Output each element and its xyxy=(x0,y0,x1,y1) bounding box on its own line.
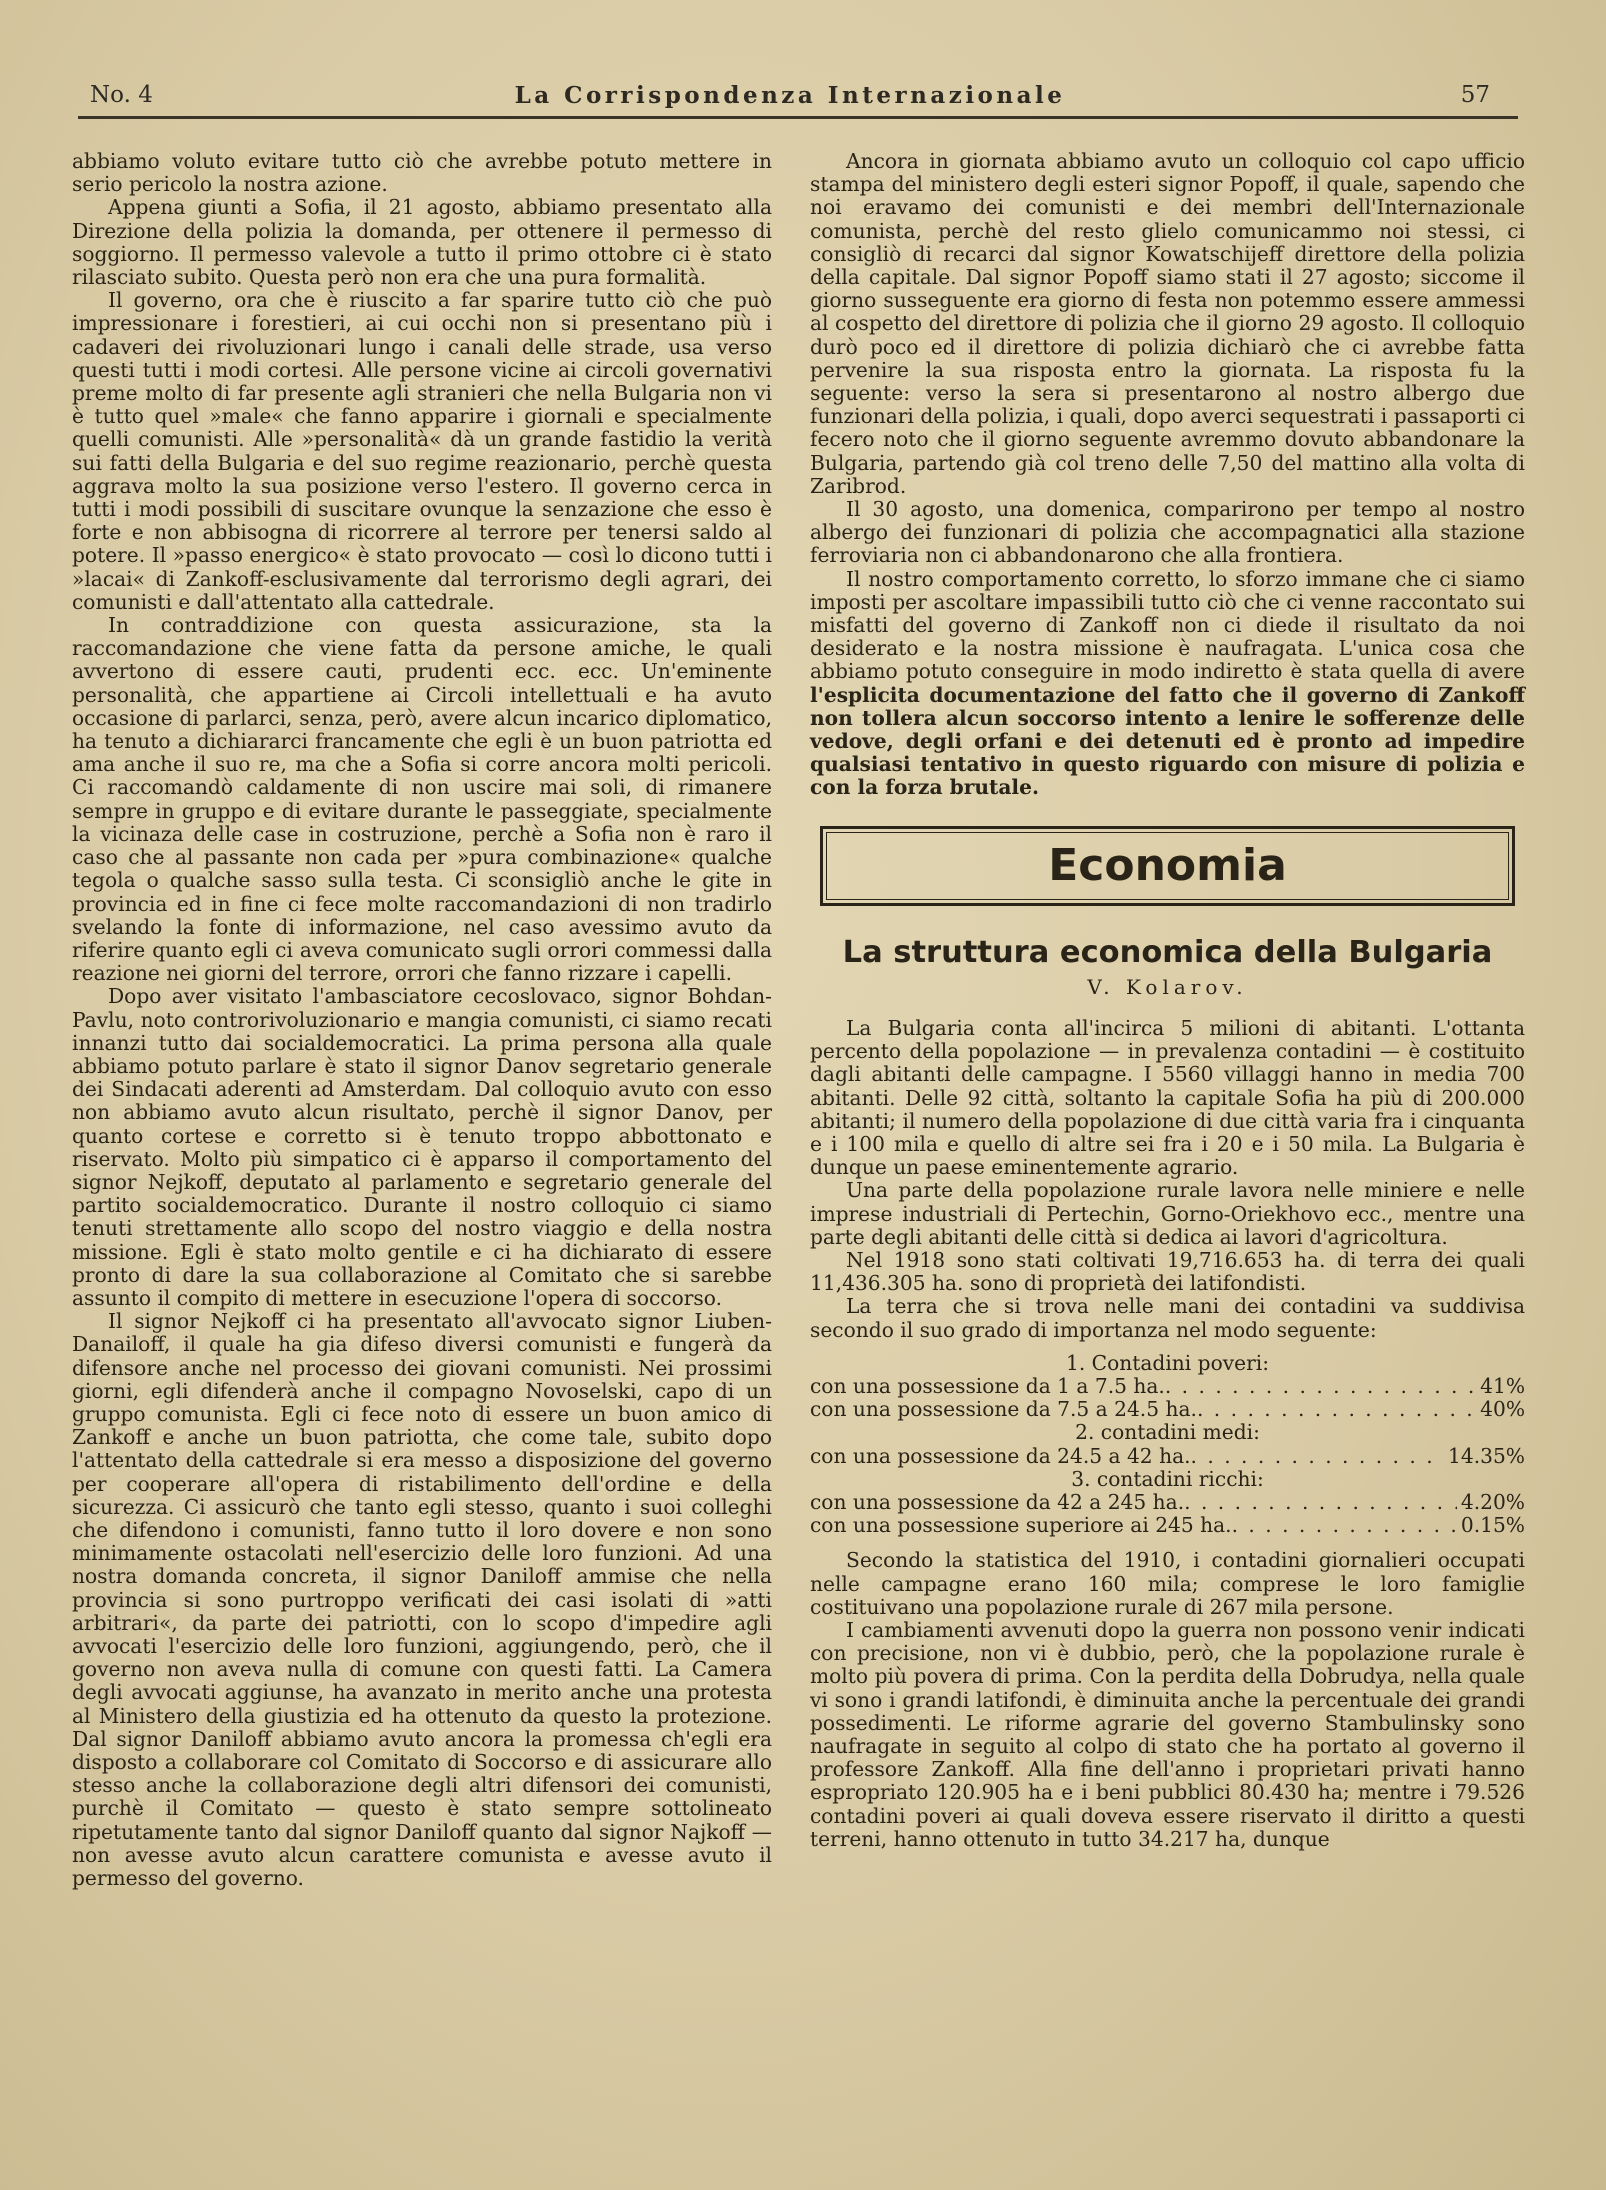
row-label: con una possessione da 7.5 a 24.5 ha. xyxy=(810,1397,1197,1422)
paragraph: Nel 1918 sono stati coltivati 19,716.653 ha. di terra dei quali 11,436.305 ha. sono di proprietà dei latifondisti. xyxy=(810,1247,1525,1296)
table-category: 3. contadini ricchi: xyxy=(1071,1466,1264,1491)
issue-number: No. 4 xyxy=(90,82,153,108)
table-row xyxy=(810,1491,1525,1514)
row-label: con una possessione da 24.5 a 42 ha. xyxy=(810,1443,1191,1468)
leader-dots xyxy=(1197,1398,1476,1421)
paragraph: La terra che si trova nelle mani dei contadini va suddivisa secondo il suo grado di importanza nel modo seguente: xyxy=(810,1294,1525,1342)
leader-dots xyxy=(1232,1514,1457,1537)
header-rule xyxy=(78,116,1518,119)
article-title: La struttura economica della Bulgaria xyxy=(842,934,1493,970)
row-label: con una possessione da 1 a 7.5 ha. xyxy=(810,1373,1165,1398)
leader-dots xyxy=(1165,1375,1476,1398)
publication-title: La Corrispondenza Internazionale xyxy=(514,82,1066,109)
paragraph xyxy=(810,568,1525,800)
section-title: Economia xyxy=(1048,839,1287,891)
left-column xyxy=(72,150,772,1890)
paragraph: Secondo la statistica del 1910, i contadini giornalieri occupati nelle campagne erano 160 mila; comprese le loro famiglie costituivano una popolazione rurale di 267 mila persone. xyxy=(810,1548,1525,1619)
page-header xyxy=(90,82,1490,116)
paragraph: In contraddizione con questa assicurazione, sta la raccomandazione che viene fatta da persone amiche, le quali avvertono di essere cauti, prudenti ecc. ecc. Un'eminente personalità, che appartiene ai Circoli intellettuali e ha avuto occasione di parlarci, senza, però, avere alcun incarico diplomatico, ha tenuto a dichiararci francamente che egli è un buon patriotta ed ama anche il suo re, ma che a Sofia si corre ancora molti pericoli. Ci raccomandò caldamente di non uscire mai soli, di rimanere sempre in gruppo e di evitare durante le passeggiate, specialmente la vicinaza delle case in costruzione, perchè a Sofia non è raro il caso che al passante non cada per »pura combinazione« qualche tegola o qualche sasso sulla testa. Ci sconsigliò anche le gite in provincia ed in fine ci fece molte raccomandazioni di non tradirlo svelando la fonte di informazione, nel caso avessimo avuto da riferire quanto egli ci aveva comunicato sugli orrori commessi dalla reazione nei giorni del terrore, orrori che fanno rizzare i capelli. xyxy=(72,613,772,986)
row-percent: 40% xyxy=(1480,1397,1525,1422)
leader-dots xyxy=(1191,1445,1444,1468)
right-column xyxy=(810,150,1525,1851)
row-percent: 4.20% xyxy=(1460,1489,1525,1514)
row-label: con una possessione superiore ai 245 ha. xyxy=(810,1513,1232,1538)
table-category: 2. contadini medi: xyxy=(1075,1420,1260,1445)
table-row xyxy=(810,1445,1525,1468)
table-category: 1. Contadini poveri: xyxy=(1065,1350,1270,1375)
paragraph: Il signor Nejkoff ci ha presentato all'avvocato signor Liuben-Danailoff, il quale ha gia difeso diversi comunisti e fungerà da difensore anche nel processo dei giovani comunisti. Nei prossimi giorni, egli difenderà anche il compagno Novoselski, capo di un gruppo comunista. Egli ci fece noto di essere un buon amico di Zankoff e anche un buon patriotta, che come tale, subito dopo l'attentato della cattedrale si era messo a disposizione del governo per cooperare all'opera di ristabilimento dell'ordine e della sicurezza. Ci assicurò che tanto egli stesso, quanto i suoi colleghi che difendono i comunisti, fanno tutto il loro dovere e non sono minimamente ostacolati nell'esercizio delle loro funzioni. Ad una nostra domanda concreta, il signor Daniloff ammise che nella provincia si sono purtroppo verificati dei casi isolati di »atti arbitrari«, da parte dei patriotti, con lo scopo d'impedire agli avvocati l'esercizio delle loro funzioni, aggiungendo, però, che il governo non aveva nulla di comune con questi fatti. La Camera degli avvocati aggiunse, ha avanzato in merito anche una protesta al Ministero della giustizia ed ha ottenuto da questo la protezione. Dal signor Daniloff abbiamo avuto ancora la promessa ch'egli era disposto a collaborare col Comitato di Soccorso e di assicurare allo stesso anche la collaborazione degli altri difensori dei comunisti, purchè il Comitato — questo è stato sempre sottolineato ripetutamente tanto dal signor Daniloff quanto dal signor Najkoff — non avesse avuto alcun carattere comunista e avesse avuto il permesso del governo. xyxy=(72,1309,772,1891)
table-row xyxy=(810,1398,1525,1421)
paragraph: Il 30 agosto, una domenica, comparirono per tempo al nostro albergo dei funzionari di polizia che accompagnatici alla stazione ferroviaria non ci abbandonarono che alla frontiera. xyxy=(810,497,1525,568)
page-number: 57 xyxy=(1460,82,1490,108)
table-row xyxy=(810,1514,1525,1537)
paragraph: Appena giunti a Sofia, il 21 agosto, abbiamo presentato alla Direzione della polizia la domanda, per ottenere il permesso di soggiorno. Il permesso valevole a tutto il primo ottobre ci è stato rilasciato subito. Questa però non era che una pura formalità. xyxy=(72,195,772,290)
paragraph-text: Il nostro comportamento corretto, lo sforzo immane che ci siamo imposti per ascoltare impassibili tutto ciò che ci venne raccontato sui misfatti del governo di Zankoff non ci diede il risultato da noi desiderato e la nostra missione è naufragata. L'unica cosa che abbiamo potuto conseguire in modo indiretto è stata quella di avere xyxy=(810,566,1525,684)
leader-dots xyxy=(1184,1491,1457,1514)
paragraph: Ancora in giornata abbiamo avuto un colloquio col capo ufficio stampa del ministero degli esteri signor Popoff, il quale, sapendo che noi eravamo dei comunisti e dei membri dell'Internazionale comunista, perchè del resto glielo comunicammo noi stessi, ci consigliò di recarci dal signor Kowatschijeff direttore della polizia della capitale. Dal signor Popoff siamo stati il 27 agosto; siccome il giorno susseguente era giorno di festa non potemmo essere ammessi al cospetto del direttore di polizia che il giorno 29 agosto. Il colloquio durò poco ed il direttore di polizia dichiarò che ci avrebbe fatta pervenire la sua risposta entro la giornata. La risposta fu la seguente: verso la sera si presentarono al nostro albergo due funzionari della polizia, i quali, dopo averci sequestrati i passaporti ci fecero noto che il giorno seguente avremmo dovuto abbandonare la Bulgaria, partendo già col treno delle 7,50 del mattino alla volta di Zaribrod. xyxy=(810,149,1525,498)
paragraph: Una parte della popolazione rurale lavora nelle miniere e nelle imprese industriali di Pertechin, Gorno-Oriekhovo ecc., mentre una parte degli abitanti delle città si dedica ai lavori d'agricoltura. xyxy=(810,1178,1525,1249)
bold-conclusion: l'esplicita documentazione del fatto che il governo di Zankoff non tollera alcun soccorso intento a lenire le sofferenze delle vedove, degli orfani e dei detenuti ed è pronto ad impedire qualsiasi tentativo in questo riguardo con misure di polizia e con la forza brutale. xyxy=(810,682,1525,800)
paragraph: I cambiamenti avvenuti dopo la guerra non possono venir indicati con precisione, non vi è dubbio, però, che la popolazione rurale è molto più povera di prima. Con la perdita della Dobrudya, nella quale vi sono i grandi latifondi, è diminuita anche la percentuale dei grandi possedimenti. Le riforme agrarie del governo Stambulinsky sono naufragate in seguito al colpo di stato che ha portato al governo il professore Zankoff. Alla fine dell'anno i proprietari privati hanno espropriato 120.905 ha e i beni pubblici 80.430 ha; mentre i 79.526 contadini poveri ai quali doveva essere riservato il diritto a questi terreni, hanno ottenuto in tutto 34.217 ha, dunque xyxy=(810,1617,1525,1851)
row-percent: 14.35% xyxy=(1448,1443,1525,1468)
article-author: V. Kolarov. xyxy=(1087,974,1248,999)
paragraph: abbiamo voluto evitare tutto ciò che avrebbe potuto mettere in serio pericolo la nostra azione. xyxy=(72,149,772,197)
row-percent: 0.15% xyxy=(1460,1513,1525,1538)
paragraph: Dopo aver visitato l'ambasciatore cecoslovaco, signor Bohdan-Pavlu, noto controrivoluzionario e mangia comunisti, ci siamo recati innanzi tutto dai socialdemocratici. La prima persona alla quale abbiamo potuto parlare è stato il signor Danov segretario generale dei Sindacati aderenti ad Amsterdam. Dal colloquio avuto con esso non abbiamo avuto alcun risultato, perchè il signor Danov, per quanto cortese e corretto si è tenuto troppo abbottonato e riservato. Molto più simpatico ci è apparso il comportamento del signor Nejkoff, deputato al parlamento e segretario generale del partito socialdemocratico. Durante il nostro colloquio ci siamo tenuti strettamente allo scopo del nostro viaggio e della nostra missione. Egli è stato molto gentile e ci ha dichiarato di essere pronto di dare la sua collaborazione al Comitato che si sarebbe assunto il compito di mettere in esecuzione l'opera di soccorso. xyxy=(72,984,772,1310)
row-percent: 41% xyxy=(1480,1373,1525,1398)
table-row xyxy=(810,1375,1525,1398)
paragraph: Il governo, ora che è riuscito a far sparire tutto ciò che può impressionare i forestieri, ai cui occhi non si presentano più i cadaveri dei rivoluzionari lungo i canali delle strade, usa verso questi tutti i modi cortesi. Alle persone vicine ai circoli governativi preme molto di far presente agli stranieri che nella Bulgaria non vi è tutto quel »male« che fanno apparire i giornali e specialmente quelli comunisti. Alle »personalità« dà un grande fastidio la verità sui fatti della Bulgaria e del suo regime reazionario, perchè questa aggrava molto la sua posizione verso l'estero. Il governo cerca in tutti i modi possibili di suscitare ovunque la senzazione che esso è forte e non abbisogna di ricorrere al terrore per tenersi saldo al potere. Il »passo energico« è stato provocato — così lo dicono tutti i »lacai« di Zankoff-esclusivamente dal terrorismo degli agrari, dei comunisti e dall'attentato alla cattedrale. xyxy=(72,288,772,614)
row-label: con una possessione da 42 a 245 ha. xyxy=(810,1489,1185,1514)
land-distribution-table xyxy=(810,1352,1525,1538)
section-banner xyxy=(820,826,1515,906)
paragraph: La Bulgaria conta all'incirca 5 milioni di abitanti. L'ottanta percento della popolazione — in prevalenza contadini — è costituito dagli abitanti delle campagne. I 5560 villaggi hanno in media 700 abitanti. Delle 92 città, soltanto la capitale Sofia ha più di 200.000 abitanti; il numero della popolazione di due città varia fra i cinquanta e i 100 mila e quello di altre sei fra i 20 e i 50 mila. La Bulgaria è dunque un paese eminentemente agrario. xyxy=(810,1015,1525,1180)
